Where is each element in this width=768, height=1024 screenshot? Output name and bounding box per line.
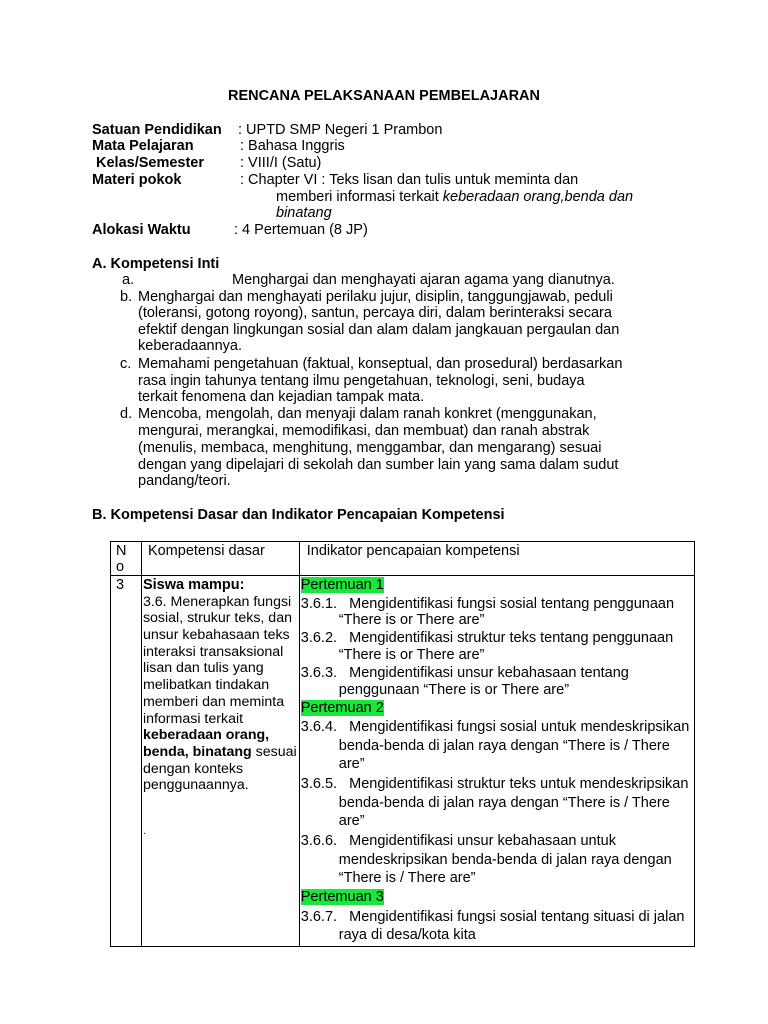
table-row xyxy=(111,576,695,947)
label-kelas: Kelas/Semester xyxy=(96,155,205,171)
ki-d-line: Mencoba, mengolah, dan menyaji dalam ranah konkret (menggunakan, xyxy=(138,406,597,422)
section-a-heading: A. Kompetensi Inti xyxy=(92,256,220,272)
meeting-label: Pertemuan 3 xyxy=(300,889,384,906)
indicator-item xyxy=(301,630,694,663)
ki-d-line: dengan yang dipelajari di sekolah dan sumber lain yang sama dalam sudut xyxy=(138,457,619,473)
value-mapel: : Bahasa Inggris xyxy=(240,138,345,154)
indicator-text: Mengidentifikasi fungsi sosial tentang situasi di jalan raya di desa/kota kita xyxy=(338,908,685,944)
value-materi-line3: binatang xyxy=(276,205,332,221)
ki-marker-a: a. xyxy=(122,272,135,288)
ki-marker-b: b. xyxy=(120,289,133,305)
meeting-label: Pertemuan 2 xyxy=(300,699,384,716)
ki-marker-c: c. xyxy=(120,356,132,372)
ki-d-line: (menulis, membaca, menghitung, menggambar, dan mengarang) sesuai xyxy=(138,440,602,456)
ki-marker-d: d. xyxy=(120,406,133,422)
meeting-3 xyxy=(301,889,694,945)
indicator-text: Mengidentifikasi struktur teks untuk mendeskripsikan benda-benda di jalan raya dengan “There is / There are” xyxy=(338,776,689,830)
kd-heading: Siswa mampu: xyxy=(142,577,245,593)
page-title: RENCANA PELAKSANAAN PEMBELAJARAN xyxy=(227,88,541,104)
indicator-item xyxy=(301,908,694,945)
indicator-item xyxy=(301,832,694,888)
indicator-item xyxy=(301,718,694,774)
indicator-text: Mengidentifikasi unsur kebahasaan untuk mendeskripsikan benda-benda di jalan raya dengan “There is / There are” xyxy=(338,833,672,887)
kd-dot: . xyxy=(142,826,146,838)
meeting-label: Pertemuan 1 xyxy=(300,577,384,593)
kd-cell xyxy=(141,576,299,947)
ki-c-line: rasa ingin tahunya tentang ilmu pengetahuan, teknologi, seni, budaya xyxy=(138,373,585,389)
label-alokasi: Alokasi Waktu xyxy=(92,222,191,238)
ki-a-line: Menghargai dan menghayati ajaran agama yang dianutnya. xyxy=(232,272,615,288)
indicator-item xyxy=(301,596,694,629)
indicator-code: 3.6.7. xyxy=(300,908,338,925)
value-materi: : Chapter VI : Teks lisan dan tulis untuk meminta dan xyxy=(240,172,579,188)
ki-b-line: Menghargai dan menghayati perilaku jujur, disiplin, tanggungjawab, peduli xyxy=(138,289,613,305)
header-kd: Kompetensi dasar xyxy=(141,542,299,576)
materi-line2-italic: keberadaan orang,benda dan xyxy=(442,189,634,205)
ki-b-line: efektif dengan lingkungan sosial dan alam dalam jangkauan pergaulan dan xyxy=(138,322,620,338)
value-materi-line2 xyxy=(276,189,633,206)
label-materi: Materi pokok xyxy=(92,172,182,188)
indicator-text: Mengidentifikasi unsur kebahasaan tentang penggunaan “There is or There are” xyxy=(338,664,629,698)
indicator-code: 3.6.5. xyxy=(300,776,338,793)
indicator-text: Mengidentifikasi struktur teks tentang penggunaan “There is or There are” xyxy=(338,630,674,663)
indicator-code: 3.6.1. xyxy=(300,595,338,612)
indicator-text: Mengidentifikasi fungsi sosial untuk mendeskripsikan benda-benda di jalan raya dengan “There is / There are” xyxy=(338,719,690,773)
indicator-item xyxy=(301,665,694,698)
row-no: 3 xyxy=(111,576,142,947)
value-satuan: : UPTD SMP Negeri 1 Prambon xyxy=(238,122,443,138)
indicator-code: 3.6.6. xyxy=(300,833,338,850)
ki-c-line: Memahami pengetahuan (faktual, konseptual, dan prosedural) berdasarkan xyxy=(138,356,623,372)
ki-c-line: terkait fenomena dan kejadian tampak mata. xyxy=(138,389,425,405)
kd-text: 3.6. Menerapkan fungsi sosial, strukur teks, dan unsur kebahasaan teks interaksi transaksional lisan dan tulis yang melibatkan tindakan memberi dan meminta informasi terkait xyxy=(142,593,292,727)
meeting-2 xyxy=(301,700,694,888)
header-indikator: Indikator pencapaian kompetensi xyxy=(299,542,694,576)
ki-d-line: mengurai, merangkai, memodifikasi, dan membuat) dan ranah abstrak xyxy=(138,423,590,439)
kd-text-bold: keberadaan orang, benda, binatang xyxy=(142,727,270,760)
indikator-cell xyxy=(299,576,694,947)
meeting-1 xyxy=(301,577,694,698)
ki-d-line: pandang/teori. xyxy=(138,473,231,489)
indicator-code: 3.6.4. xyxy=(300,719,338,736)
ki-b-line: keberadaannya. xyxy=(138,338,242,354)
table-header-row xyxy=(111,542,695,576)
indicator-text: Mengidentifikasi fungsi sosial tentang penggunaan “There is or There are” xyxy=(338,595,675,629)
kd-text-end: sesuai dengan konteks penggunaannya. xyxy=(142,743,297,794)
section-b-heading: B. Kompetensi Dasar dan Indikator Pencapaian Kompetensi xyxy=(92,507,505,523)
indicator-code: 3.6.2. xyxy=(300,630,338,647)
indicator-code: 3.6.3. xyxy=(300,664,338,681)
label-satuan: Satuan Pendidikan xyxy=(92,122,222,138)
ki-b-line: (toleransi, gotong royong), santun, percaya diri, dalam berinteraksi secara xyxy=(138,305,612,321)
indicator-item xyxy=(301,775,694,831)
kd-description xyxy=(143,594,299,794)
header-no: N o xyxy=(111,542,142,576)
materi-line2-text: memberi informasi terkait xyxy=(276,189,443,205)
value-alokasi: : 4 Pertemuan (8 JP) xyxy=(234,222,368,238)
kompetensi-table xyxy=(110,541,695,947)
value-kelas: : VIII/I (Satu) xyxy=(240,155,322,171)
label-mapel: Mata Pelajaran xyxy=(92,138,194,154)
